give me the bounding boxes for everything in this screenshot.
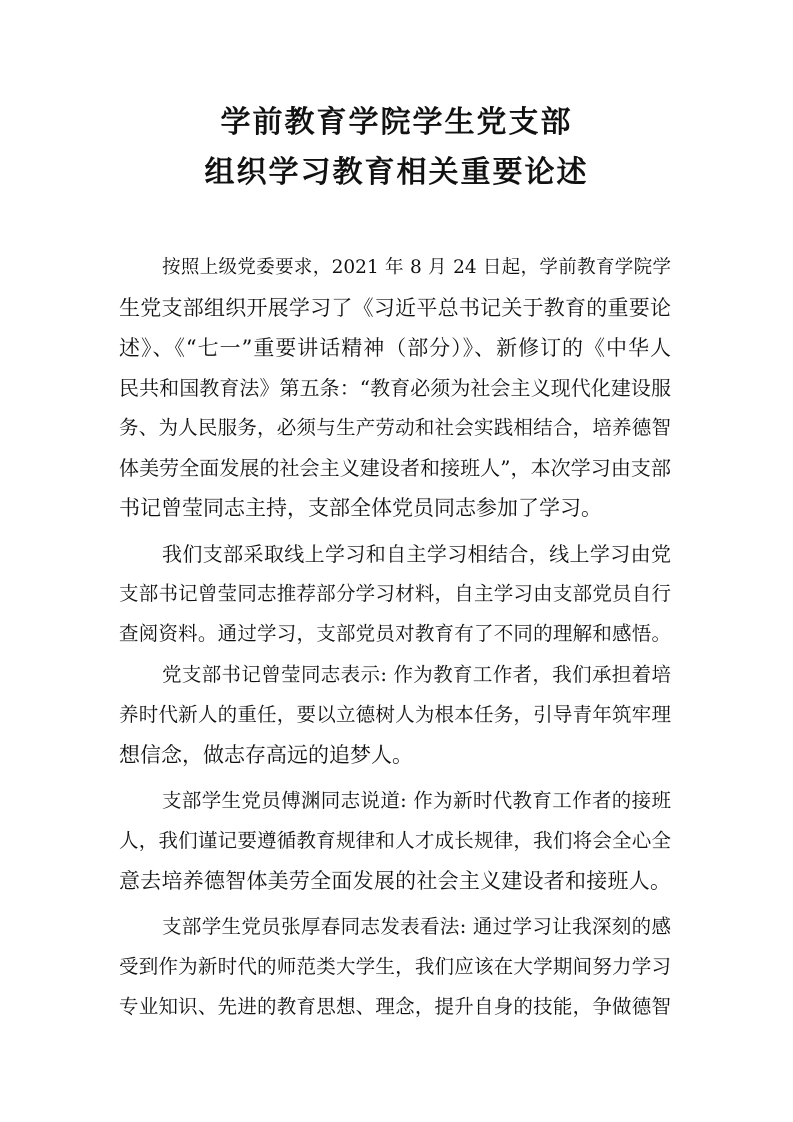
paragraph-2-line-1: 我们支部采取线上学习和自主学习相结合，线上学习由党 <box>162 542 671 566</box>
paragraph-4-line-1: 支部学生党员傅渊同志说道: 作为新时代教育工作者的接班 <box>162 789 671 812</box>
paragraph-2-line-2: 支部书记曾莹同志推荐部分学习材料，自主学习由支部党员自行 <box>119 582 671 605</box>
paragraph-5-line-2: 受到作为新时代的师范类大学生，我们应该在大学期间努力学习 <box>119 955 671 978</box>
paragraph-3-line-1: 党支部书记曾莹同志表示: 作为教育工作者，我们承担着培 <box>162 663 671 686</box>
document-title-line-1: 学前教育学院学生党支部 <box>220 105 573 140</box>
paragraph-1-line-1: 按照上级党委要求，2021 年 8 月 24 日起，学前教育学院学 <box>162 257 671 278</box>
paragraph-4-line-3: 意去培养德智体美劳全面发展的社会主义建设者和接班人。 <box>119 869 671 893</box>
paragraph-4-line-2: 人，我们谨记要遵循教育规律和人才成长规律，我们将会全心全 <box>119 829 671 852</box>
paragraph-1-line-7: 书记曾莹同志主持，支部全体党员同志参加了学习。 <box>119 496 602 520</box>
paragraph-1-line-3: 述》、《“七一”重要讲话精神（部分）》、新修订的《中华人 <box>119 336 671 360</box>
paragraph-1-line-2: 生党支部组织开展学习了《习近平总书记关于教育的重要论 <box>119 296 671 320</box>
paragraph-1-line-4: 民共和国教育法》第五条：“教育必须为社会主义现代化建设服 <box>119 376 671 400</box>
paragraph-3-line-3: 想信念，做志存高远的追梦人。 <box>119 743 413 767</box>
paragraph-5-line-1: 支部学生党员张厚春同志发表看法: 通过学习让我深刻的感 <box>162 915 671 938</box>
paragraph-5-line-3: 专业知识、先进的教育思想、理念，提升自身的技能，争做德智 <box>119 995 671 1018</box>
paragraph-1-line-5: 务、为人民服务，必须与生产劳动和社会实践相结合，培养德智 <box>119 416 671 439</box>
paragraph-2-line-3: 查阅资料。通过学习，支部党员对教育有了不同的理解和感悟。 <box>119 622 671 645</box>
paragraph-3-line-2: 养时代新人的重任，要以立德树人为根本任务，引导青年筑牢理 <box>119 703 671 726</box>
document-title-line-2: 组织学习教育相关重要论述 <box>204 155 589 190</box>
paragraph-1-line-6: 体美劳全面发展的社会主义建设者和接班人”，本次学习由支部 <box>119 456 671 480</box>
